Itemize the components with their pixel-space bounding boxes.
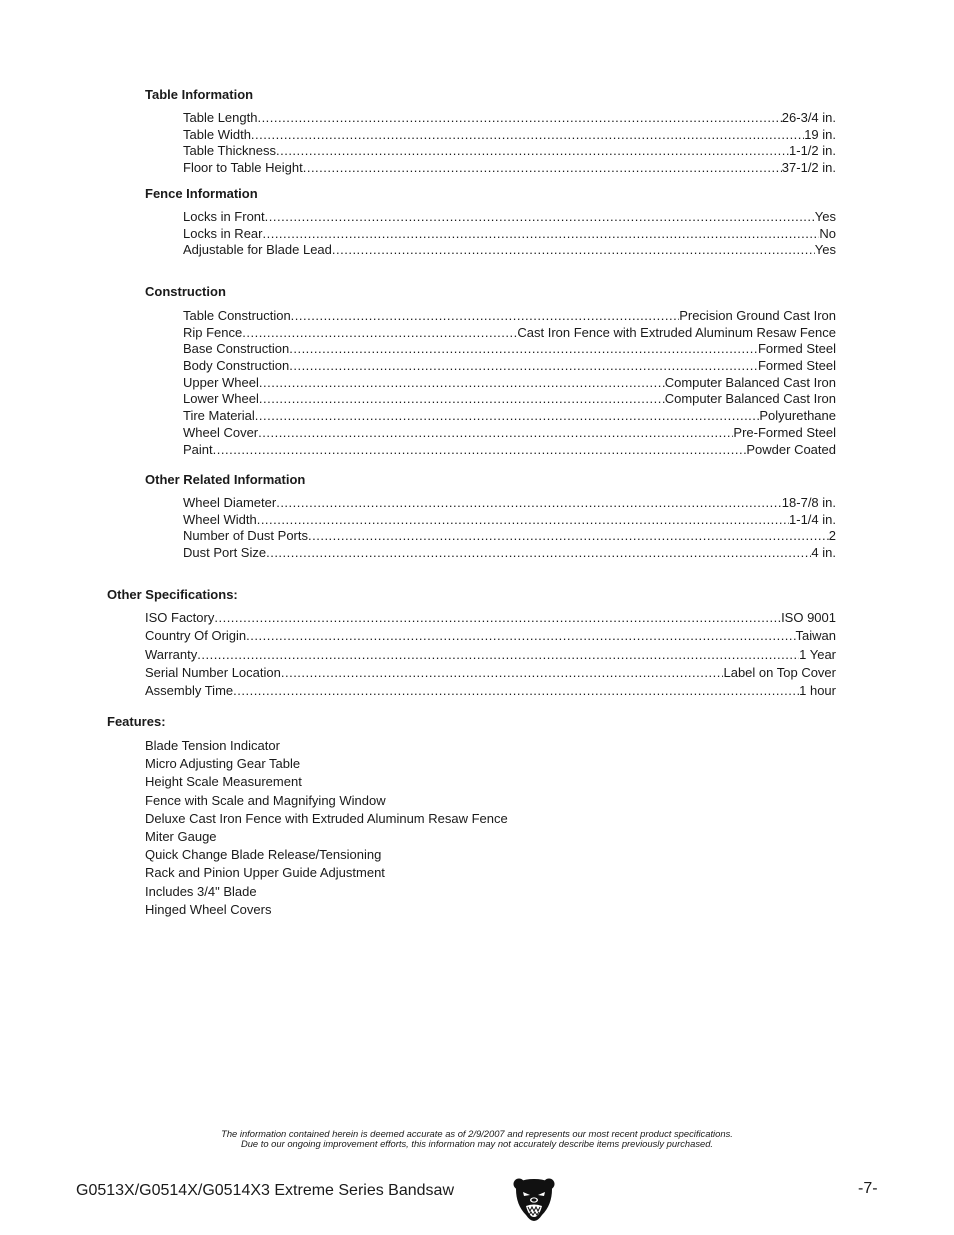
spec-label: Wheel Diameter <box>183 495 277 510</box>
dot-leader <box>281 664 724 682</box>
spec-row <box>183 160 836 177</box>
spec-label: Dust Port Size <box>183 545 267 561</box>
spec-row <box>183 408 836 425</box>
dot-leader <box>276 495 782 512</box>
spec-row <box>183 442 836 459</box>
spec-label: Floor to Table Height <box>183 160 303 176</box>
spec-label: Wheel Cover <box>183 424 259 440</box>
spec-row <box>183 325 836 342</box>
spec-row <box>183 375 836 392</box>
spec-value: Yes <box>814 242 836 258</box>
dot-leader <box>276 143 789 160</box>
spec-row <box>183 512 836 529</box>
dot-leader <box>213 442 747 459</box>
spec-label: Country Of Origin <box>145 628 247 644</box>
spec-row <box>183 242 836 259</box>
section-heading-construction: Construction <box>145 284 226 299</box>
spec-list-table-information <box>183 110 836 177</box>
dot-leader <box>291 308 680 325</box>
spec-value: 4 in. <box>811 545 836 561</box>
dot-leader <box>259 391 665 408</box>
dot-leader <box>251 127 804 144</box>
bear-head-icon <box>512 1175 556 1223</box>
section-heading-fence-information: Fence Information <box>145 186 258 201</box>
spec-value: Precision Ground Cast Iron <box>679 308 836 323</box>
dot-leader <box>242 325 517 342</box>
spec-label: Warranty <box>145 646 198 662</box>
feature-item: Includes 3/4" Blade <box>145 883 257 899</box>
spec-value: Formed Steel <box>757 341 836 357</box>
disclaimer-line-2: Due to our ongoing improvement efforts, this information may not accurately describe items previously purchased. <box>240 1137 714 1149</box>
spec-value: 18-7/8 in. <box>781 495 836 510</box>
spec-value: 1 Year <box>799 646 836 662</box>
spec-list-other-related-information <box>183 495 836 562</box>
spec-label: Table Length <box>183 110 258 125</box>
spec-label: Locks in Front <box>183 209 265 224</box>
spec-label: Table Construction <box>183 308 291 323</box>
dot-leader <box>266 545 811 562</box>
dot-leader <box>259 375 665 392</box>
spec-label: Table Thickness <box>183 143 276 159</box>
spec-value: Computer Balanced Cast Iron <box>664 391 836 407</box>
spec-value: 37-1/2 in. <box>781 160 836 176</box>
spec-row <box>183 127 836 144</box>
dot-leader <box>265 209 815 226</box>
dot-leader <box>332 242 815 259</box>
spec-label: Assembly Time <box>145 683 234 699</box>
spec-row <box>183 495 836 512</box>
spec-value: Yes <box>814 209 836 224</box>
feature-item: Hinged Wheel Covers <box>145 901 272 917</box>
feature-item: Deluxe Cast Iron Fence with Extruded Aluminum Resaw Fence <box>145 810 508 826</box>
dot-leader <box>262 226 819 243</box>
section-heading-other-related-information: Other Related Information <box>145 472 306 487</box>
spec-list-construction <box>183 308 836 458</box>
spec-label: Number of Dust Ports <box>183 528 308 544</box>
spec-label: Body Construction <box>183 358 290 374</box>
feature-item: Blade Tension Indicator <box>145 738 280 753</box>
spec-row <box>145 627 836 645</box>
spec-list-other-specifications <box>145 609 836 700</box>
spec-row <box>183 391 836 408</box>
spec-row <box>145 682 836 700</box>
spec-value: Formed Steel <box>757 358 836 374</box>
spec-value: 2 <box>828 528 836 544</box>
spec-value: No <box>819 225 836 241</box>
spec-row <box>145 646 836 664</box>
spec-label: ISO Factory <box>145 610 215 625</box>
spec-value: 1 hour <box>799 683 836 699</box>
spec-row <box>183 226 836 243</box>
spec-label: Upper Wheel <box>183 374 259 390</box>
feature-item: Quick Change Blade Release/Tensioning <box>145 847 382 863</box>
section-heading-other-specifications: Other Specifications: <box>107 587 238 602</box>
section-heading-table-information: Table Information <box>145 87 254 102</box>
spec-row <box>183 545 836 562</box>
spec-label: Base Construction <box>183 341 290 357</box>
spec-label: Table Width <box>183 126 251 142</box>
feature-item: Miter Gauge <box>145 828 217 844</box>
dot-leader <box>303 160 782 177</box>
spec-label: Tire Material <box>183 408 255 424</box>
spec-label: Rip Fence <box>183 324 243 340</box>
spec-label: Wheel Width <box>183 511 257 527</box>
spec-value: Pre-Formed Steel <box>733 424 836 440</box>
dot-leader <box>233 682 799 700</box>
spec-row <box>183 528 836 545</box>
spec-value: 1-1/2 in. <box>789 143 836 159</box>
spec-row <box>145 609 836 627</box>
feature-item: Fence with Scale and Magnifying Window <box>145 792 386 808</box>
spec-label: Paint <box>183 441 213 457</box>
spec-row <box>183 209 836 226</box>
spec-row <box>183 110 836 127</box>
page-number: -7- <box>858 1180 878 1197</box>
dot-leader <box>289 341 758 358</box>
spec-list-fence-information <box>183 209 836 259</box>
spec-value: Powder Coated <box>746 441 836 457</box>
spec-row <box>183 425 836 442</box>
dot-leader <box>289 358 758 375</box>
feature-item: Rack and Pinion Upper Guide Adjustment <box>145 865 385 881</box>
spec-row <box>183 341 836 358</box>
feature-item: Height Scale Measurement <box>145 774 302 790</box>
dot-leader <box>197 646 799 664</box>
spec-label: Locks in Rear <box>183 225 263 241</box>
dot-leader <box>308 528 829 545</box>
dot-leader <box>257 110 781 127</box>
dot-leader <box>214 609 781 627</box>
spec-row <box>145 664 836 682</box>
spec-row <box>183 308 836 325</box>
spec-value: 1-1/4 in. <box>789 511 836 527</box>
dot-leader <box>258 425 733 442</box>
spec-value: Cast Iron Fence with Extruded Aluminum Resaw Fence <box>517 324 836 340</box>
dot-leader <box>255 408 760 425</box>
spec-value: ISO 9001 <box>781 610 836 625</box>
footer-title: G0513X/G0514X/G0514X3 Extreme Series Bandsaw <box>76 1182 454 1199</box>
spec-value: 19 in. <box>804 126 836 142</box>
spec-value: Computer Balanced Cast Iron <box>664 374 836 390</box>
dot-leader <box>246 627 795 645</box>
feature-item: Micro Adjusting Gear Table <box>145 756 301 772</box>
disclaimer <box>0 1129 954 1149</box>
spec-row <box>183 143 836 160</box>
dot-leader <box>257 512 789 529</box>
spec-value: Taiwan <box>795 628 836 644</box>
section-heading-features: Features: <box>107 714 166 729</box>
spec-label: Adjustable for Blade Lead <box>183 242 332 258</box>
spec-row <box>183 358 836 375</box>
spec-value: Label on Top Cover <box>723 664 836 680</box>
disclaimer-line-1: The information contained herein is deemed accurate as of 2/9/2007 and represents our most recent product specifications. <box>221 1128 733 1139</box>
spec-label: Serial Number Location <box>145 664 281 680</box>
features-list <box>145 737 508 919</box>
spec-value: 26-3/4 in. <box>781 110 836 125</box>
spec-value: Polyurethane <box>759 408 836 424</box>
spec-label: Lower Wheel <box>183 391 259 407</box>
